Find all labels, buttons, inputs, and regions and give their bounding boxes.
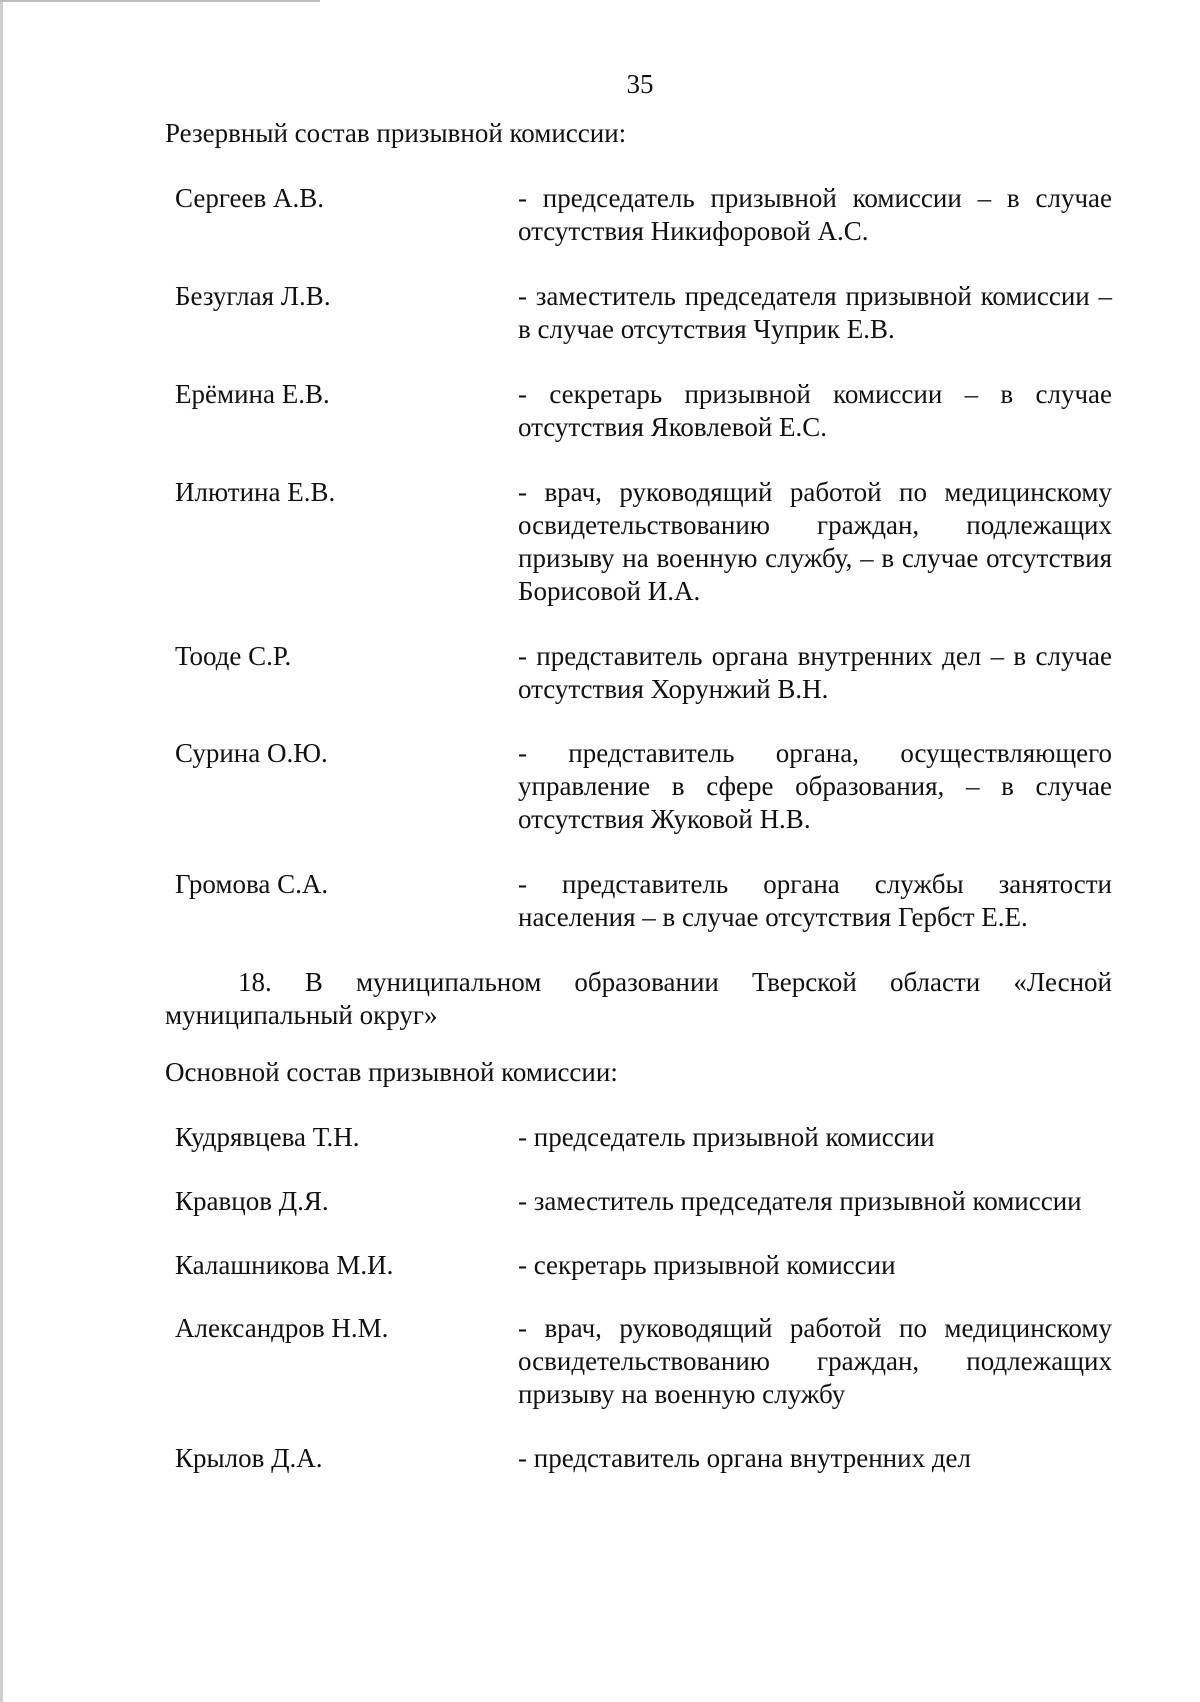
member-name: Тооде С.Р.	[175, 641, 292, 671]
reserve-heading: Резервный состав призывной комиссии:	[165, 118, 627, 148]
member-name: Кравцов Д.Я.	[175, 1186, 329, 1216]
member-role: - представитель органа внутренних дел – в случае отсутствия Хорунжий В.Н.	[518, 641, 1112, 704]
main-heading: Основной состав призывной комиссии:	[165, 1057, 618, 1087]
member-role: - заместитель председателя призывной комиссии	[518, 1186, 1082, 1216]
member-name: Сурина О.Ю.	[175, 738, 328, 768]
member-role: - представитель органа службы занятости населения – в случае отсутствия Гербст Е.Е.	[518, 869, 1112, 932]
member-name: Илютина Е.В.	[175, 477, 336, 507]
member-name: Кудрявцева Т.Н.	[175, 1122, 360, 1152]
member-name: Александров Н.М.	[175, 1313, 389, 1343]
member-name: Калашникова М.И.	[175, 1250, 394, 1280]
page-number: 35	[626, 69, 654, 99]
member-name: Громова С.А.	[175, 869, 329, 899]
member-role: - секретарь призывной комиссии – в случае отсутствия Яковлевой Е.С.	[518, 379, 1112, 442]
member-role: - председатель призывной комиссии	[518, 1122, 935, 1152]
member-role: - секретарь призывной комиссии	[518, 1250, 896, 1280]
member-name: Сергеев А.В.	[175, 183, 325, 213]
member-role: - председатель призывной комиссии – в случае отсутствия Никифоровой А.С.	[518, 183, 1112, 246]
member-name: Крылов Д.А.	[175, 1443, 323, 1473]
member-role: - представитель органа, осуществляющего управление в сфере образования, – в случае отсутствия Жуковой Н.В.	[518, 738, 1112, 834]
section-18-paragraph: 18. В муниципальном образовании Тверской области «Лесной муниципальный округ»	[165, 967, 1112, 1030]
member-role: - врач, руководящий работой по медицинскому освидетельствованию граждан, подлежащих призыву на военную службу	[518, 1313, 1112, 1409]
member-role: - заместитель председателя призывной комиссии – в случае отсутствия Чуприк Е.В.	[518, 281, 1112, 344]
member-role: - представитель органа внутренних дел	[518, 1443, 972, 1473]
member-name: Безуглая Л.В.	[175, 281, 331, 311]
member-role: - врач, руководящий работой по медицинскому освидетельствованию граждан, подлежащих призыву на военную службу, – в случае отсутствия Борисовой И.А.	[518, 477, 1112, 606]
scan-edge-top	[0, 0, 320, 2]
scan-edge-left	[0, 0, 3, 1702]
member-name: Ерёмина Е.В.	[175, 379, 330, 409]
